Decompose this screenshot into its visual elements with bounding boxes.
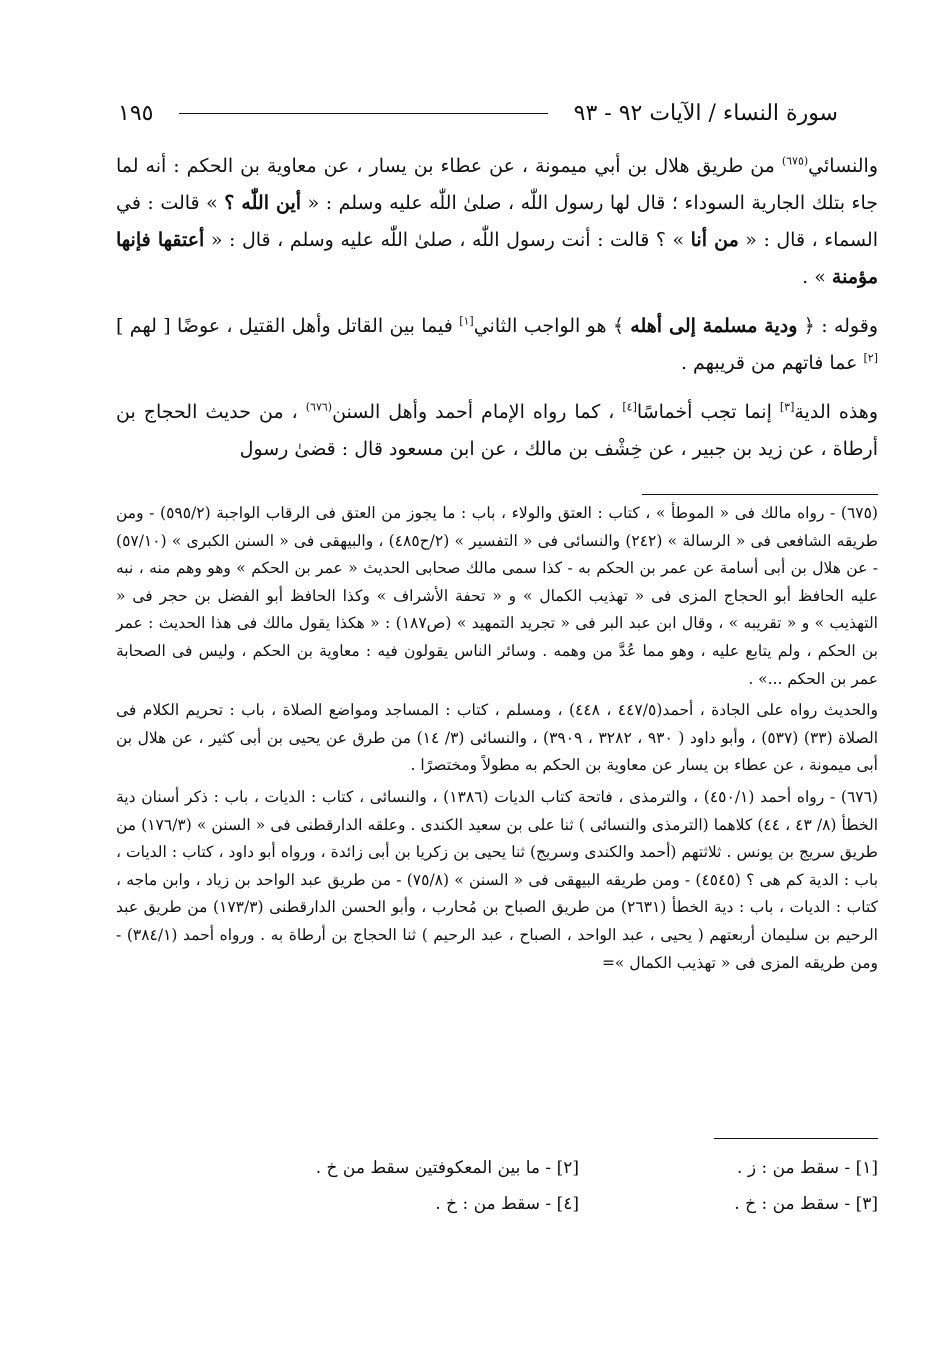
text-run: » .	[802, 266, 832, 288]
text-run: ، من حديث الحجاج بن أرطاة ، عن زيد بن جبير ، عن خِشْف بن مالك ، عن ابن مسعود قال : قضىٰ رسول	[116, 401, 878, 460]
page-header	[118, 96, 838, 130]
text-run: عما فاتهم من قريبهم .	[680, 352, 864, 374]
text-run: من طريق هلال بن أبي ميمونة ، عن عطاء بن يسار ، عن معاوية بن الحكم : أنه لما جاء بتلك الجارية السوداء ؛ قال لها رسول اللّٰه ، صلىٰ اللّٰه عليه وسلم : «	[116, 155, 878, 214]
footnote-675-cont: والحديث رواه على الجادة ، أحمد(٤٤٧/٥ ، ٤٤٨) ، ومسلم ، كتاب : المساجد ومواضع الصلاة ، باب : تحريم الكلام فى الصلاة (٣٣) (٥٣٧) ، وأبو داود ( ٩٣٠ ، ٣٢٨٢ ، ٣٩٠٩) ، والنسائى (٣/ ١٤) من طرق عن يحيى بن أبى كثير ، عن هلال بن أبى ميمونة ، عن عطاء بن يسار عن معاوية بن الحكم به مطولاً ومختصرًا .	[116, 701, 879, 775]
footnote-ref: (٦٧٥)	[781, 154, 809, 168]
footnote-676: (٦٧٦) - رواه أحمد (٤٥٠/١) ، والترمذى ، فاتحة كتاب الديات (١٣٨٦) ، والنسائى ، كتاب : الديات ، باب : ذكر أسنان دية الخطأ (٨/ ٤٣ ، ٤٤) كلاهما (الترمذى والنسائى ) ثنا على بن سعيد الكندى . وعلقه الدارقطنى فى « السنن » (١٧٦/٣) من طريق سريج بن يونس . ثلاثتهم (أحمد والكندى وسريج) ثنا يحيى بن زكريا بن أبى زائدة ، ورواه أبو داود ، كتاب : الديات ، باب : الدية كم هى ؟ (٤٥٤٥) - ومن طريقه البيهقى فى « السنن » (٧٥/٨) - من طريق عبد الواحد بن زياد ، وابن ماجه ، كتاب : الديات ، باب : دية الخطأ (٢٦٣١) من طريق الصباح بن مُحارب ، وأبو الحسن الدارقطنى (١٧٣/٣) من طريق عبد الرحيم بن سليمان أربعتهم ( يحيى ، عبد الواحد ، الصباح ، عبد الرحيم ) ثنا الحجاج بن أرطاة به . ورواه أحمد (٣٨٤/١) - ومن طريقه المزى فى « تهذيب الكمال »=	[116, 787, 879, 972]
main-text	[116, 148, 878, 480]
variant-note-1: [١] - سقط من : ز .	[737, 1158, 878, 1178]
hadith-quote: أعتقها فإنها مؤمنة	[116, 229, 878, 288]
text-run: » ؟ قالت : أنت رسول اللّٰه ، صلىٰ اللّٰه عليه وسلم ، قال : «	[204, 229, 691, 251]
variant-ref: [٢]	[863, 351, 878, 365]
text-run: ، كما رواه الإمام أحمد وأهل السنن	[332, 401, 623, 423]
variant-ref: [٤]	[622, 400, 637, 414]
variant-note-4: [٤] - سقط من : خ .	[435, 1194, 579, 1214]
variant-note-2: [٢] - ما بين المعكوفتين سقط من خ .	[315, 1158, 579, 1178]
running-title: سورة النساء / الآيات ٩٢ - ٩٣	[573, 100, 838, 126]
page-number: ١٩٥	[118, 100, 154, 126]
quran-quote: ودية مسلمة إلى أهله	[630, 315, 798, 337]
text-run: ﴾ هو الواجب الثاني	[473, 315, 631, 337]
footnote-ref: (٦٧٦)	[305, 400, 333, 414]
hadith-quote: أين اللّٰه ؟	[224, 192, 302, 214]
variant-note-3: [٣] - سقط من : خ .	[734, 1194, 878, 1214]
footnote-675: (٦٧٥) - رواه مالك فى « الموطأ » ، كتاب : العتق والولاء ، باب : ما يجوز من العتق فى الرقاب الواجبة (٥٩٥/٢) - ومن طريقه الشافعى فى « الرسالة » (٢٤٢) والنسائى فى « التفسير » (٢/ح٤٨٥) ، والبيهقى فى « السنن الكبرى » (٥٧/١٠) - عن هلال بن أبى أسامة عن عمر بن الحكم به - كذا سمى مالك صحابى الحديث « عمر بن الحكم » وهو وهم منه ، نبه عليه الحافظ أبو الحجاج المزى فى « تهذيب الكمال » و « تحفة الأشراف » وكذا الحافظ أبو الفضل بن حجر فى « التهذيب » و « تقريبه » ، وقال ابن عبد البر فى « تجريد التمهيد » (ص١٨٧) : « هكذا يقول مالك فى هذا الحديث : عمر بن الحكم ، ولم يتابع عليه ، وهو مما عُدَّ من وهمه . وسائر الناس يقولون فيه : معاوية بن الحكم ، وليس فى الصحابة عمر بن الحكم ...» .	[116, 504, 879, 688]
text-run: والنسائي	[808, 155, 878, 177]
text-run: فيما بين القاتل وأهل القتيل ، عوضًا [ لهم ]	[116, 315, 460, 337]
hadith-quote: من أنا	[690, 229, 739, 251]
text-run: وهذه الدية	[794, 401, 878, 423]
header-rule	[179, 113, 547, 114]
footnotes	[116, 500, 878, 981]
variant-ref: [٣]	[779, 400, 795, 414]
paragraph-1	[116, 148, 878, 296]
text-run: إنما تجب أخماسًا	[636, 401, 780, 423]
paragraph-2	[116, 308, 878, 382]
manuscript-variants	[300, 1150, 878, 1222]
footnote-divider	[642, 494, 878, 495]
text-run: وقوله : ﴿	[797, 315, 878, 337]
text-run: » قالت : في السماء ، قال : «	[116, 192, 878, 251]
variants-divider	[714, 1138, 878, 1139]
variant-ref: [١]	[459, 314, 474, 328]
paragraph-3	[116, 394, 878, 468]
